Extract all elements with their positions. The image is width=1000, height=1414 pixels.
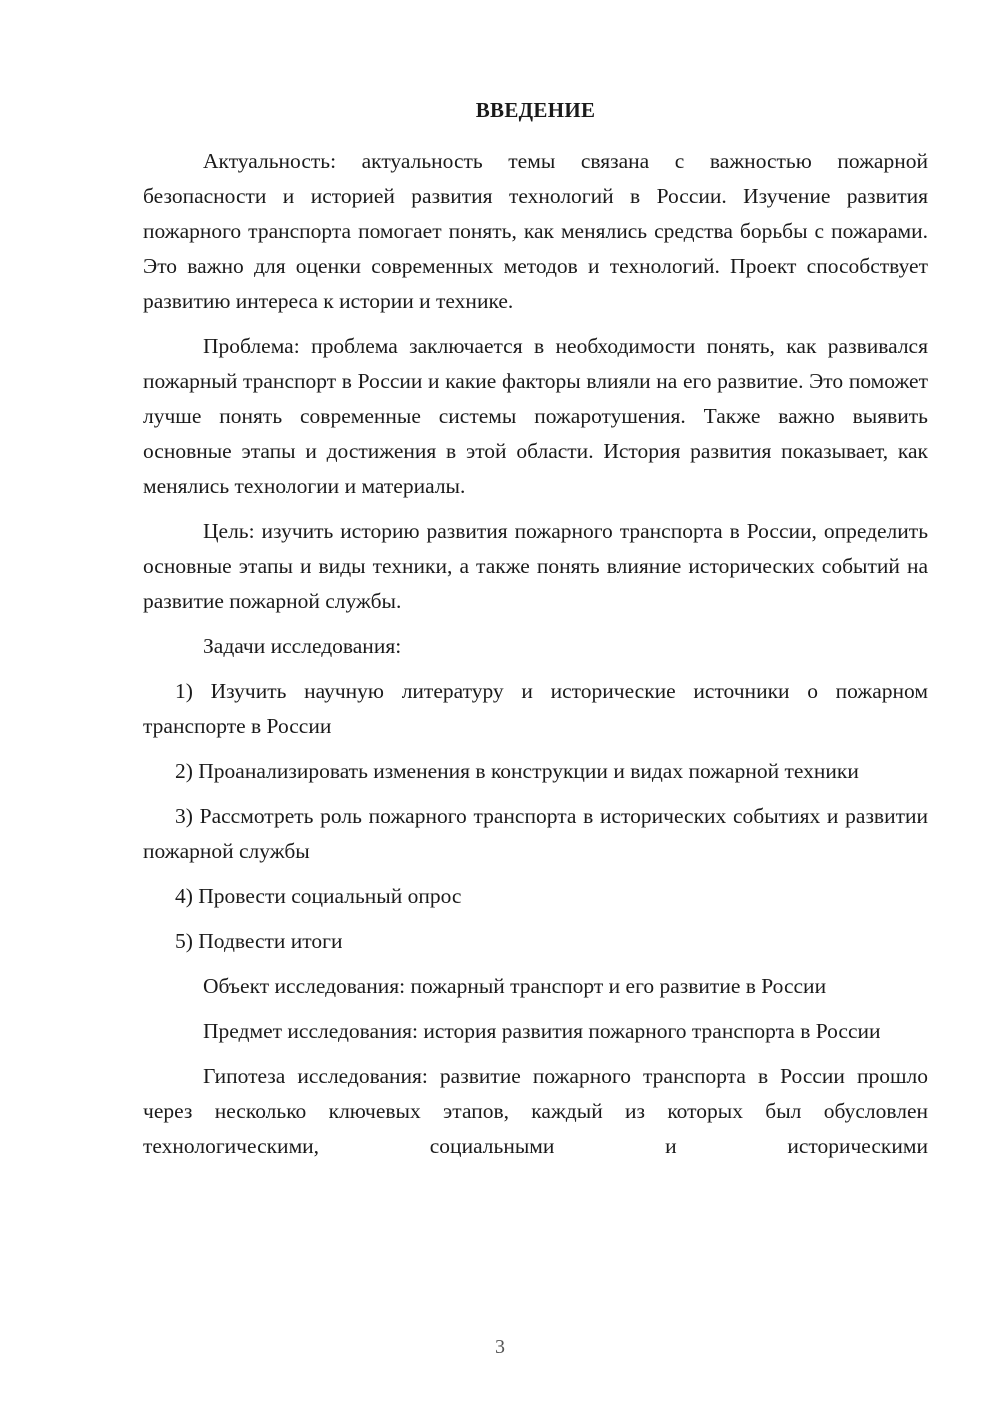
task-item-2: 2) Проанализировать изменения в конструкции и видах пожарной техники: [175, 759, 859, 783]
task-item-5: 5) Подвести итоги: [175, 929, 343, 953]
task-item-3: 3) Рассмотреть роль пожарного транспорта в исторических событиях и развитии пожарной службы: [143, 804, 928, 863]
paragraph-hypothesis: Гипотеза исследования: развитие пожарного транспорта в России прошло через несколько ключевых этапов, каждый из которых был обусловлен технологическими, социальными и историческими: [143, 1064, 928, 1158]
paragraph-problem: Проблема: проблема заключается в необходимости понять, как развивался пожарный транспорт в России и какие факторы влияли на его развитие. Это поможет лучше понять современные системы пожаротушения. Также важно выявить основные этапы и достижения в этой области. История развития показывает, как менялись технологии и материалы.: [143, 334, 928, 498]
paragraph-tasks-heading: Задачи исследования:: [203, 634, 402, 658]
paragraph-object: Объект исследования: пожарный транспорт и его развитие в России: [203, 974, 827, 998]
task-item-4: 4) Провести социальный опрос: [175, 884, 462, 908]
paragraph-subject: Предмет исследования: история развития пожарного транспорта в России: [203, 1019, 881, 1043]
page-number: 3: [495, 1336, 505, 1358]
section-heading: ВВЕДЕНИЕ: [475, 98, 596, 122]
task-item-1: 1) Изучить научную литературу и исторические источники о пожарном транспорте в России: [143, 679, 928, 738]
paragraph-goal: Цель: изучить историю развития пожарного транспорта в России, определить основные этапы и виды техники, а также понять влияние исторических событий на развитие пожарной службы.: [143, 519, 928, 613]
paragraph-relevance: Актуальность: актуальность темы связана с важностью пожарной безопасности и историей развития технологий в России. Изучение развития пожарного транспорта помогает понять, как менялись средства борьбы с пожарами. Это важно для оценки современных методов и технологий. Проект способствует развитию интереса к истории и технике.: [143, 149, 928, 313]
page-content: [143, 96, 928, 1164]
